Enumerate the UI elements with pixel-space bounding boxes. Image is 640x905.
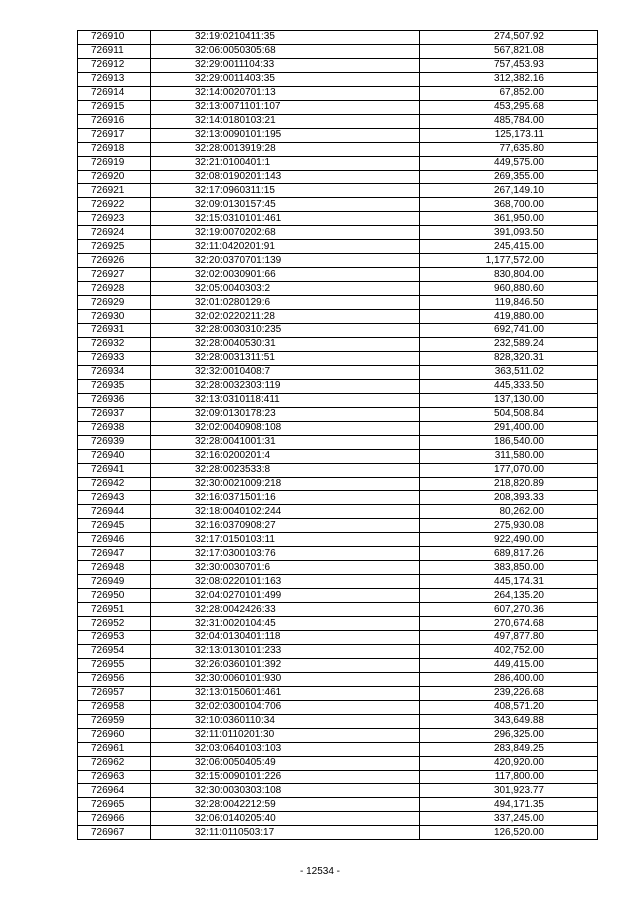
table-row — [78, 519, 598, 533]
cadastral-number-cell: 32:06:0140205:40 — [151, 812, 420, 826]
cadastral-number-cell: 32:01:0280129:6 — [151, 296, 420, 310]
table-row — [78, 324, 598, 338]
amount-cell: 232,589.24 — [420, 337, 598, 351]
amount-cell: 264,135.20 — [420, 589, 598, 603]
table-row — [78, 142, 598, 156]
cadastral-number-cell: 32:28:0041001:31 — [151, 435, 420, 449]
record-id-cell: 726939 — [78, 435, 151, 449]
record-id-cell: 726962 — [78, 756, 151, 770]
table-row — [78, 617, 598, 631]
cadastral-number-cell: 32:11:0110503:17 — [151, 826, 420, 840]
cadastral-number-cell: 32:03:0640103:103 — [151, 742, 420, 756]
table-row — [78, 296, 598, 310]
table-row — [78, 114, 598, 128]
table-row — [78, 407, 598, 421]
table-row — [78, 198, 598, 212]
table-row — [78, 310, 598, 324]
page-number: - 12534 - — [299, 866, 341, 877]
cadastral-number-cell: 32:04:0270101:499 — [151, 589, 420, 603]
record-id-cell: 726955 — [78, 658, 151, 672]
record-id-cell: 726940 — [78, 449, 151, 463]
record-id-cell: 726961 — [78, 742, 151, 756]
record-id-cell: 726914 — [78, 86, 151, 100]
amount-cell: 828,320.31 — [420, 351, 598, 365]
cadastral-number-cell: 32:28:0042426:33 — [151, 603, 420, 617]
record-id-cell: 726953 — [78, 630, 151, 644]
amount-cell: 922,490.00 — [420, 533, 598, 547]
record-id-cell: 726941 — [78, 463, 151, 477]
cadastral-number-cell: 32:10:0360110:34 — [151, 714, 420, 728]
table-row — [78, 770, 598, 784]
cadastral-number-cell: 32:13:0310118:411 — [151, 393, 420, 407]
amount-cell: 343,649.88 — [420, 714, 598, 728]
cadastral-number-cell: 32:08:0220101:163 — [151, 575, 420, 589]
table-row — [78, 812, 598, 826]
amount-cell: 286,400.00 — [420, 672, 598, 686]
record-id-cell: 726925 — [78, 240, 151, 254]
record-id-cell: 726959 — [78, 714, 151, 728]
cadastral-number-cell: 32:18:0040102:244 — [151, 505, 420, 519]
cadastral-number-cell: 32:06:0050405:49 — [151, 756, 420, 770]
table-body — [78, 31, 598, 840]
amount-cell: 77,635.80 — [420, 142, 598, 156]
amount-cell: 689,817.26 — [420, 547, 598, 561]
record-id-cell: 726963 — [78, 770, 151, 784]
cadastral-number-cell: 32:13:0130101:233 — [151, 644, 420, 658]
record-id-cell: 726937 — [78, 407, 151, 421]
record-id-cell: 726923 — [78, 212, 151, 226]
amount-cell: 757,453.93 — [420, 58, 598, 72]
record-id-cell: 726960 — [78, 728, 151, 742]
cadastral-number-cell: 32:28:0013919:28 — [151, 142, 420, 156]
cadastral-number-cell: 32:15:0310101:461 — [151, 212, 420, 226]
amount-cell: 445,174.31 — [420, 575, 598, 589]
amount-cell: 494,171.35 — [420, 798, 598, 812]
cadastral-number-cell: 32:13:0071101:107 — [151, 100, 420, 114]
record-id-cell: 726912 — [78, 58, 151, 72]
amount-cell: 67,852.00 — [420, 86, 598, 100]
record-id-cell: 726935 — [78, 379, 151, 393]
table-row — [78, 156, 598, 170]
record-id-cell: 726929 — [78, 296, 151, 310]
record-id-cell: 726930 — [78, 310, 151, 324]
amount-cell: 269,355.00 — [420, 170, 598, 184]
cadastral-number-cell: 32:28:0032303:119 — [151, 379, 420, 393]
table-row — [78, 226, 598, 240]
cadastral-number-cell: 32:28:0040530:31 — [151, 337, 420, 351]
amount-cell: 368,700.00 — [420, 198, 598, 212]
cadastral-number-cell: 32:09:0130157:45 — [151, 198, 420, 212]
cadastral-number-cell: 32:11:0420201:91 — [151, 240, 420, 254]
amount-cell: 291,400.00 — [420, 421, 598, 435]
record-id-cell: 726922 — [78, 198, 151, 212]
amount-cell: 497,877.80 — [420, 630, 598, 644]
record-id-cell: 726938 — [78, 421, 151, 435]
amount-cell: 137,130.00 — [420, 393, 598, 407]
table-row — [78, 100, 598, 114]
record-id-cell: 726944 — [78, 505, 151, 519]
record-id-cell: 726965 — [78, 798, 151, 812]
table-row — [78, 756, 598, 770]
cadastral-number-cell: 32:13:0150601:461 — [151, 686, 420, 700]
cadastral-number-cell: 32:29:0011104:33 — [151, 58, 420, 72]
record-id-cell: 726945 — [78, 519, 151, 533]
amount-cell: 312,382.16 — [420, 72, 598, 86]
cadastral-number-cell: 32:32:0010408:7 — [151, 365, 420, 379]
cadastral-number-cell: 32:30:0021009:218 — [151, 477, 420, 491]
cadastral-number-cell: 32:02:0030901:66 — [151, 268, 420, 282]
table-row — [78, 268, 598, 282]
cadastral-number-cell: 32:08:0190201:143 — [151, 170, 420, 184]
record-id-cell: 726910 — [78, 31, 151, 45]
cadastral-number-cell: 32:21:0100401:1 — [151, 156, 420, 170]
amount-cell: 283,849.25 — [420, 742, 598, 756]
amount-cell: 567,821.08 — [420, 44, 598, 58]
cadastral-number-cell: 32:15:0090101:226 — [151, 770, 420, 784]
cadastral-number-cell: 32:14:0180103:21 — [151, 114, 420, 128]
table-row — [78, 700, 598, 714]
data-table — [77, 30, 598, 840]
record-id-cell: 726964 — [78, 784, 151, 798]
record-id-cell: 726915 — [78, 100, 151, 114]
amount-cell: 445,333.50 — [420, 379, 598, 393]
table-row — [78, 672, 598, 686]
cadastral-number-cell: 32:02:0300104:706 — [151, 700, 420, 714]
table-row — [78, 44, 598, 58]
amount-cell: 126,520.00 — [420, 826, 598, 840]
amount-cell: 270,674.68 — [420, 617, 598, 631]
table-row — [78, 533, 598, 547]
amount-cell: 1,177,572.00 — [420, 254, 598, 268]
table-row — [78, 491, 598, 505]
record-id-cell: 726954 — [78, 644, 151, 658]
cadastral-number-cell: 32:28:0030310:235 — [151, 324, 420, 338]
record-id-cell: 726946 — [78, 533, 151, 547]
table-row — [78, 31, 598, 45]
cadastral-number-cell: 32:19:0070202:68 — [151, 226, 420, 240]
cadastral-number-cell: 32:11:0110201:30 — [151, 728, 420, 742]
table-row — [78, 561, 598, 575]
amount-cell: 337,245.00 — [420, 812, 598, 826]
cadastral-number-cell: 32:05:0040303:2 — [151, 282, 420, 296]
amount-cell: 449,415.00 — [420, 658, 598, 672]
cadastral-number-cell: 32:17:0960311:15 — [151, 184, 420, 198]
amount-cell: 177,070.00 — [420, 463, 598, 477]
amount-cell: 119,846.50 — [420, 296, 598, 310]
table-row — [78, 589, 598, 603]
table-row — [78, 212, 598, 226]
amount-cell: 607,270.36 — [420, 603, 598, 617]
record-id-cell: 726966 — [78, 812, 151, 826]
cadastral-number-cell: 32:14:0020701:13 — [151, 86, 420, 100]
table-row — [78, 337, 598, 351]
record-id-cell: 726943 — [78, 491, 151, 505]
amount-cell: 80,262.00 — [420, 505, 598, 519]
record-id-cell: 726933 — [78, 351, 151, 365]
cadastral-number-cell: 32:02:0220211:28 — [151, 310, 420, 324]
cadastral-number-cell: 32:17:0300103:76 — [151, 547, 420, 561]
record-id-cell: 726927 — [78, 268, 151, 282]
table-row — [78, 86, 598, 100]
amount-cell: 239,226.68 — [420, 686, 598, 700]
record-id-cell: 726920 — [78, 170, 151, 184]
record-id-cell: 726911 — [78, 44, 151, 58]
cadastral-number-cell: 32:28:0042212:59 — [151, 798, 420, 812]
record-id-cell: 726917 — [78, 128, 151, 142]
table-row — [78, 58, 598, 72]
amount-cell: 274,507.92 — [420, 31, 598, 45]
amount-cell: 117,800.00 — [420, 770, 598, 784]
record-id-cell: 726950 — [78, 589, 151, 603]
amount-cell: 453,295.68 — [420, 100, 598, 114]
cadastral-number-cell: 32:17:0150103:11 — [151, 533, 420, 547]
amount-cell: 267,149.10 — [420, 184, 598, 198]
cadastral-number-cell: 32:13:0090101:195 — [151, 128, 420, 142]
amount-cell: 208,393.33 — [420, 491, 598, 505]
record-id-cell: 726951 — [78, 603, 151, 617]
cadastral-number-cell: 32:30:0060101:930 — [151, 672, 420, 686]
amount-cell: 363,511.02 — [420, 365, 598, 379]
table-row — [78, 714, 598, 728]
table-row — [78, 575, 598, 589]
amount-cell: 125,173.11 — [420, 128, 598, 142]
table-row — [78, 379, 598, 393]
record-id-cell: 726924 — [78, 226, 151, 240]
record-id-cell: 726934 — [78, 365, 151, 379]
table-row — [78, 351, 598, 365]
amount-cell: 383,850.00 — [420, 561, 598, 575]
table-row — [78, 282, 598, 296]
record-id-cell: 726956 — [78, 672, 151, 686]
record-id-cell: 726919 — [78, 156, 151, 170]
table-row — [78, 728, 598, 742]
amount-cell: 504,508.84 — [420, 407, 598, 421]
amount-cell: 692,741.00 — [420, 324, 598, 338]
record-id-cell: 726916 — [78, 114, 151, 128]
table-row — [78, 449, 598, 463]
record-id-cell: 726947 — [78, 547, 151, 561]
record-id-cell: 726913 — [78, 72, 151, 86]
table-row — [78, 72, 598, 86]
table-row — [78, 644, 598, 658]
amount-cell: 311,580.00 — [420, 449, 598, 463]
cadastral-number-cell: 32:31:0020104:45 — [151, 617, 420, 631]
table-row — [78, 686, 598, 700]
amount-cell: 485,784.00 — [420, 114, 598, 128]
amount-cell: 419,880.00 — [420, 310, 598, 324]
amount-cell: 218,820.89 — [420, 477, 598, 491]
table-row — [78, 365, 598, 379]
cadastral-number-cell: 32:06:0050305:68 — [151, 44, 420, 58]
amount-cell: 449,575.00 — [420, 156, 598, 170]
amount-cell: 245,415.00 — [420, 240, 598, 254]
amount-cell: 361,950.00 — [420, 212, 598, 226]
table-row — [78, 603, 598, 617]
table-row — [78, 630, 598, 644]
record-id-cell: 726967 — [78, 826, 151, 840]
cadastral-number-cell: 32:16:0200201:4 — [151, 449, 420, 463]
cadastral-number-cell: 32:04:0130401:118 — [151, 630, 420, 644]
table-row — [78, 240, 598, 254]
amount-cell: 960,880.60 — [420, 282, 598, 296]
table-row — [78, 170, 598, 184]
table-row — [78, 658, 598, 672]
table-row — [78, 393, 598, 407]
table-row — [78, 505, 598, 519]
table-row — [78, 826, 598, 840]
record-id-cell: 726942 — [78, 477, 151, 491]
cadastral-number-cell: 32:09:0130178:23 — [151, 407, 420, 421]
record-id-cell: 726918 — [78, 142, 151, 156]
amount-cell: 408,571.20 — [420, 700, 598, 714]
table-row — [78, 798, 598, 812]
table-row — [78, 742, 598, 756]
cadastral-number-cell: 32:29:0011403:35 — [151, 72, 420, 86]
cadastral-number-cell: 32:26:0360101:392 — [151, 658, 420, 672]
amount-cell: 830,804.00 — [420, 268, 598, 282]
table-row — [78, 463, 598, 477]
amount-cell: 420,920.00 — [420, 756, 598, 770]
record-id-cell: 726926 — [78, 254, 151, 268]
cadastral-number-cell: 32:28:0031311:51 — [151, 351, 420, 365]
record-id-cell: 726949 — [78, 575, 151, 589]
amount-cell: 296,325.00 — [420, 728, 598, 742]
record-id-cell: 726932 — [78, 337, 151, 351]
table-row — [78, 784, 598, 798]
amount-cell: 391,093.50 — [420, 226, 598, 240]
amount-cell: 275,930.08 — [420, 519, 598, 533]
record-id-cell: 726952 — [78, 617, 151, 631]
table-row — [78, 421, 598, 435]
record-id-cell: 726957 — [78, 686, 151, 700]
record-id-cell: 726931 — [78, 324, 151, 338]
amount-cell: 402,752.00 — [420, 644, 598, 658]
cadastral-number-cell: 32:28:0023533:8 — [151, 463, 420, 477]
table-row — [78, 254, 598, 268]
cadastral-number-cell: 32:30:0030701:6 — [151, 561, 420, 575]
record-id-cell: 726921 — [78, 184, 151, 198]
table-row — [78, 435, 598, 449]
record-id-cell: 726948 — [78, 561, 151, 575]
table-row — [78, 128, 598, 142]
cadastral-number-cell: 32:20:0370701:139 — [151, 254, 420, 268]
cadastral-number-cell: 32:16:0370908:27 — [151, 519, 420, 533]
record-id-cell: 726936 — [78, 393, 151, 407]
amount-cell: 186,540.00 — [420, 435, 598, 449]
amount-cell: 301,923.77 — [420, 784, 598, 798]
record-id-cell: 726928 — [78, 282, 151, 296]
table-row — [78, 184, 598, 198]
table-row — [78, 547, 598, 561]
cadastral-number-cell: 32:02:0040908:108 — [151, 421, 420, 435]
cadastral-number-cell: 32:19:0210411:35 — [151, 31, 420, 45]
cadastral-number-cell: 32:30:0030303:108 — [151, 784, 420, 798]
cadastral-number-cell: 32:16:0371501:16 — [151, 491, 420, 505]
table-row — [78, 477, 598, 491]
record-id-cell: 726958 — [78, 700, 151, 714]
